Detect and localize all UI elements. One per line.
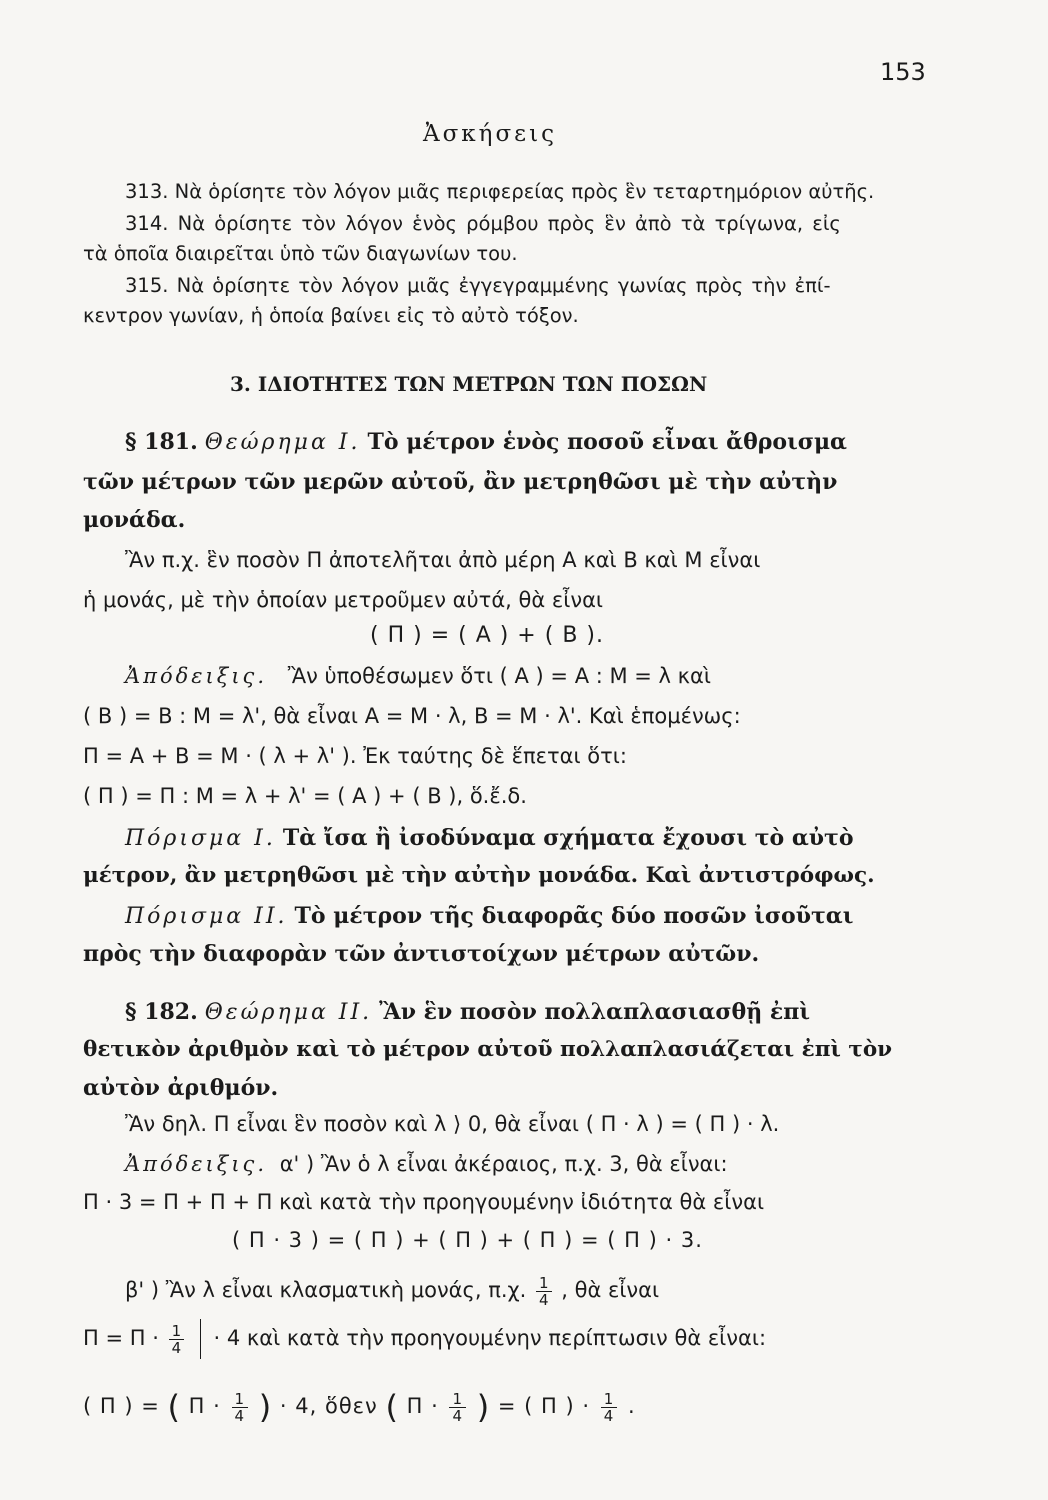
proof-182-line1 — [125, 1150, 728, 1178]
corollary-1-line1 — [125, 824, 854, 853]
paren-open-2: ( — [385, 1388, 399, 1426]
theorem-181-text-1: Τὸ μέτρον ἑνὸς ποσοῦ εἶναι ἄθροισμα — [367, 429, 847, 455]
corollary-2-text-1: Τὸ μέτρον τῆς διαφορᾶς δύο ποσῶν ἰσοῦται — [294, 903, 854, 929]
theorem-182-line1 — [125, 998, 810, 1027]
text-182-line1: Ἂν δηλ. Π εἶναι ἓν ποσὸν καὶ λ ⟩ 0, θὰ εἶναι ( Π · λ ) = ( Π ) · λ. — [125, 1112, 780, 1136]
proof-182-line-b2 — [83, 1316, 766, 1360]
corollary-1-label: Πόρισμα Ι. — [125, 826, 276, 851]
text-181-line2: ἡ μονάς, μὲ τὴν ὁποίαν μετροῦμεν αὐτά, θὰ εἶναι — [83, 588, 604, 612]
page-number: 153 — [880, 58, 926, 86]
exercise-315-line1: 315. Νὰ ὁρίσητε τὸν λόγον μιᾶς ἐγγεγραμμένης γωνίας πρὸς τὴν ἐπί- — [125, 274, 831, 297]
formula-182-b — [83, 1382, 636, 1431]
formula-b-end: . — [627, 1394, 636, 1418]
proof-label-182: Ἀπόδειξις. — [125, 1152, 267, 1176]
proof-182-case-b — [125, 1270, 659, 1310]
exercise-315-line2: κεντρον γωνίαν, ἡ ὁποία βαίνει εἰς τὸ αὐτὸ τόξον. — [83, 304, 579, 327]
formula-182-a: ( Π · 3 ) = ( Π ) + ( Π ) + ( Π ) = ( Π ) · 3. — [232, 1228, 703, 1252]
theorem-182-text-1: Ἂν ἓν ποσὸν πολλαπλασιασθῇ ἐπὶ — [379, 999, 810, 1025]
fraction-one-quarter-3: $\frac{1}{4}$ — [232, 1391, 249, 1424]
formula-181: ( Π ) = ( Α ) + ( Β ). — [370, 623, 604, 648]
case-b-text: β' ) Ἂν λ εἶναι κλασματικὴ μονάς, π.χ. — [125, 1278, 527, 1302]
proof-181-line1 — [125, 662, 711, 690]
case-b2-lhs: Π = Π · — [83, 1326, 159, 1350]
exercise-313: 313. Νὰ ὁρίσητε τὸν λόγον μιᾶς περιφερείας πρὸς ἓν τεταρτημόριον αὐτῆς. — [125, 180, 875, 203]
paren-open-1: ( — [167, 1388, 181, 1426]
theorem-label-181: Θεώρημα Ι. — [204, 430, 361, 455]
exercises-heading: Ἀσκήσεις — [423, 121, 557, 147]
vertical-bar — [200, 1319, 201, 1359]
proof-182-text-a: α' ) Ἂν ὁ λ εἶναι ἀκέραιος, π.χ. 3, θὰ εἶναι: — [279, 1152, 728, 1176]
corollary-2-line1 — [125, 902, 853, 931]
proof-182-line2: Π · 3 = Π + Π + Π καὶ κατὰ τὴν προηγουμένην ἰδιότητα θὰ εἶναι — [83, 1190, 765, 1214]
theorem-181-line2: τῶν μέτρων τῶν μερῶν αὐτοῦ, ἂν μετρηθῶσι μὲ τὴν αὐτὴν — [83, 469, 838, 495]
formula-b-rhs: = ( Π ) · — [497, 1394, 591, 1418]
fraction-one-quarter: $\frac{1}{4}$ — [536, 1275, 552, 1308]
case-b-text-end: , θὰ εἶναι — [561, 1278, 660, 1302]
corollary-2-line2: πρὸς τὴν διαφορὰν τῶν ἀντιστοίχων μέτρων αὐτῶν. — [83, 941, 760, 967]
theorem-182-line3: αὐτὸν ἀριθμόν. — [83, 1075, 279, 1101]
proof-label-181: Ἀπόδειξις. — [125, 664, 267, 688]
theorem-181-line1 — [125, 428, 847, 457]
proof-181-line4: ( Π ) = Π : Μ = λ + λ' = ( Α ) + ( Β ), ὅ.ἔ.δ. — [83, 784, 527, 808]
fraction-one-quarter-4: $\frac{1}{4}$ — [449, 1391, 466, 1424]
corollary-1-text-1: Τὰ ἴσα ἢ ἰσοδύναμα σχήματα ἔχουσι τὸ αὐτὸ — [282, 825, 854, 851]
paren-close-1: ) — [258, 1388, 273, 1426]
proof-181-line2: ( Β ) = Β : Μ = λ', θὰ εἶναι Α = Μ · λ, Β = Μ · λ'. Καὶ ἑπομένως: — [83, 704, 741, 728]
theorem-182-line2: θετικὸν ἀριθμὸν καὶ τὸ μέτρον αὐτοῦ πολλαπλασιάζεται ἐπὶ τὸν — [83, 1037, 893, 1062]
section-number-181: § 181. — [125, 429, 198, 455]
proof-181-line3: Π = Α + Β = Μ · ( λ + λ' ). Ἐκ ταύτης δὲ ἕπεται ὅτι: — [83, 744, 627, 768]
text-181-line1: Ἂν π.χ. ἓν ποσὸν Π ἀποτελῆται ἀπὸ μέρη Α καὶ Β καὶ Μ εἶναι — [125, 548, 761, 572]
case-b2-text: · 4 καὶ κατὰ τὴν προηγουμένην περίπτωσιν θὰ εἶναι: — [213, 1326, 767, 1350]
fraction-one-quarter-5: $\frac{1}{4}$ — [601, 1391, 618, 1424]
formula-b-mid: · 4, ὅθεν — [279, 1394, 378, 1418]
paren-close-2: ) — [476, 1388, 491, 1426]
section-title: 3. ΙΔΙΟΤΗΤΕΣ ΤΩΝ ΜΕΤΡΩΝ ΤΩΝ ΠΟΣΩΝ — [230, 372, 708, 396]
proof-181-text-1: Ἂν ὑποθέσωμεν ὅτι ( Α ) = Α : Μ = λ καὶ — [287, 664, 711, 688]
exercise-314-line2: τὰ ὁποῖα διαιρεῖται ὑπὸ τῶν διαγωνίων του. — [83, 242, 518, 265]
theorem-181-line3: μονάδα. — [83, 507, 186, 533]
exercise-314-line1: 314. Νὰ ὁρίσητε τὸν λόγον ἑνὸς ρόμβου πρὸς ἓν ἀπὸ τὰ τρίγωνα, εἰς — [125, 212, 841, 235]
section-number-182: § 182. — [125, 999, 198, 1025]
formula-b-pi: Π · — [188, 1394, 221, 1418]
formula-b-lhs: ( Π ) = — [83, 1394, 160, 1418]
theorem-label-182: Θεώρημα ΙΙ. — [204, 1000, 373, 1025]
formula-b-pi-2: Π · — [406, 1394, 439, 1418]
corollary-1-line2: μέτρον, ἂν μετρηθῶσι μὲ τὴν αὐτὴν μονάδα. Καὶ ἀντιστρόφως. — [83, 863, 875, 888]
fraction-one-quarter-2: $\frac{1}{4}$ — [169, 1323, 185, 1356]
corollary-2-label: Πόρισμα ΙΙ. — [125, 904, 288, 929]
